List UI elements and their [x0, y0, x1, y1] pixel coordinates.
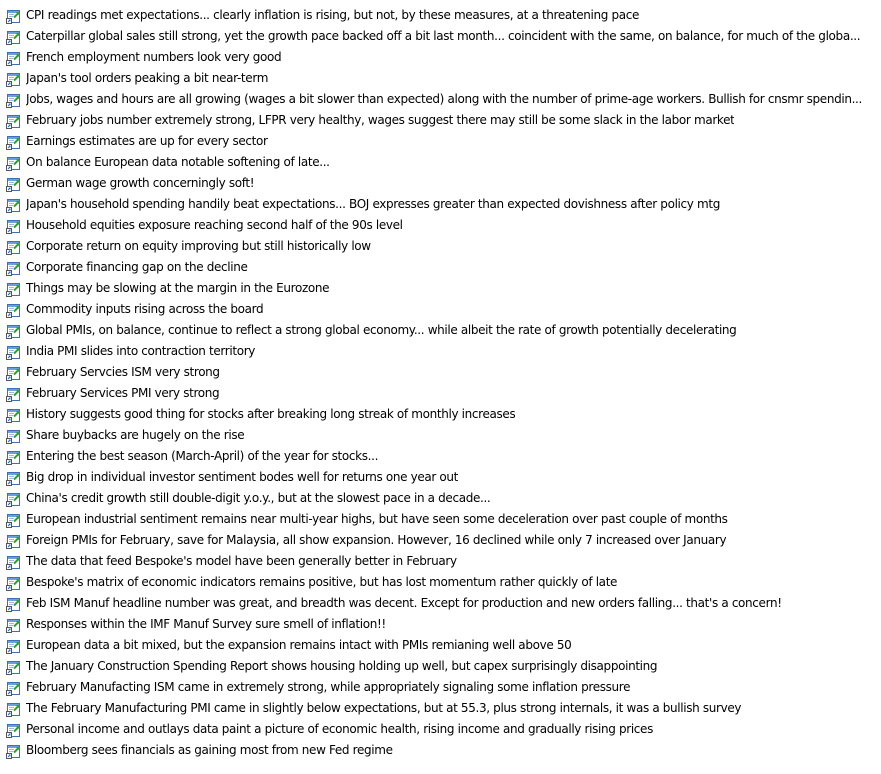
file-name-label: Things may be slowing at the margin in the Eurozone [26, 281, 330, 295]
file-list-item[interactable] [6, 257, 881, 278]
file-list-item[interactable] [6, 488, 881, 509]
file-name-label: Commodity inputs rising across the board [26, 302, 264, 316]
file-name-label: Share buybacks are hugely on the rise [26, 428, 245, 442]
file-list-item[interactable] [6, 404, 881, 425]
file-list-item[interactable] [6, 509, 881, 530]
file-name-label: Japan's household spending handily beat expectations... BOJ expresses greater than expected dovishness after policy mtg [26, 197, 720, 211]
file-name-label: Household equities exposure reaching second half of the 90s level [26, 218, 403, 232]
file-name-label: February Services PMI very strong [26, 386, 220, 400]
file-name-label: European industrial sentiment remains near multi-year highs, but have seen some deceleration over past couple of months [26, 512, 728, 526]
file-list-item[interactable] [6, 425, 881, 446]
internet-shortcut-icon [6, 197, 22, 213]
internet-shortcut-icon [6, 302, 22, 318]
file-name-label: India PMI slides into contraction territory [26, 344, 256, 358]
file-name-label: Corporate financing gap on the decline [26, 260, 248, 274]
file-name-label: Bloomberg sees financials as gaining most from new Fed regime [26, 743, 393, 757]
file-list-item[interactable] [6, 236, 881, 257]
internet-shortcut-icon [6, 428, 22, 444]
file-name-label: Japan's tool orders peaking a bit near-term [26, 71, 269, 85]
file-list-item[interactable] [6, 467, 881, 488]
file-list-item[interactable] [6, 677, 881, 698]
file-list-item[interactable] [6, 551, 881, 572]
file-list-item[interactable] [6, 278, 881, 299]
internet-shortcut-icon [6, 50, 22, 66]
file-list-item[interactable] [6, 110, 881, 131]
file-name-label: Feb ISM Manuf headline number was great, and breadth was decent. Except for production and new orders falling... that's a concern! [26, 596, 782, 610]
file-list-item[interactable] [6, 572, 881, 593]
file-list-item[interactable] [6, 68, 881, 89]
file-list-item[interactable] [6, 740, 881, 761]
file-name-label: Personal income and outlays data paint a picture of economic health, rising income and gradually rising prices [26, 722, 653, 736]
file-list-item[interactable] [6, 530, 881, 551]
internet-shortcut-icon [6, 134, 22, 150]
file-name-label: Caterpillar global sales still strong, yet the growth pace backed off a bit last month... coincident with the same, on balance, for much of the globa... [26, 29, 861, 43]
file-name-label: Corporate return on equity improving but still historically low [26, 239, 371, 253]
file-name-label: The February Manufacturing PMI came in slightly below expectations, but at 55.3, plus strong internals, it was a bullish survey [26, 701, 742, 715]
file-name-label: French employment numbers look very good [26, 50, 282, 64]
internet-shortcut-icon [6, 449, 22, 465]
file-name-label: Earnings estimates are up for every sector [26, 134, 268, 148]
file-list-item[interactable] [6, 47, 881, 68]
file-list-item[interactable] [6, 152, 881, 173]
internet-shortcut-icon [6, 176, 22, 192]
internet-shortcut-icon [6, 659, 22, 675]
internet-shortcut-icon [6, 113, 22, 129]
file-list-item[interactable] [6, 614, 881, 635]
file-name-label: European data a bit mixed, but the expansion remains intact with PMIs remianing well above 50 [26, 638, 572, 652]
file-list-item[interactable] [6, 173, 881, 194]
file-list-item[interactable] [6, 299, 881, 320]
file-list-item[interactable] [6, 698, 881, 719]
file-name-label: Global PMIs, on balance, continue to reflect a strong global economy... while albeit the rate of growth potentially decelerating [26, 323, 737, 337]
file-list-item[interactable] [6, 362, 881, 383]
internet-shortcut-icon [6, 512, 22, 528]
file-list-item[interactable] [6, 194, 881, 215]
internet-shortcut-icon [6, 386, 22, 402]
file-name-label: Jobs, wages and hours are all growing (wages a bit slower than expected) along with the number of prime-age workers. Bullish for cnsmr spendin... [26, 92, 862, 106]
internet-shortcut-icon [6, 638, 22, 654]
internet-shortcut-icon [6, 260, 22, 276]
file-list-item[interactable] [6, 593, 881, 614]
internet-shortcut-icon [6, 701, 22, 717]
file-name-label: CPI readings met expectations... clearly inflation is rising, but not, by these measures, at a threatening pace [26, 8, 640, 22]
internet-shortcut-icon [6, 470, 22, 486]
file-list-item[interactable] [6, 89, 881, 110]
file-name-label: Big drop in individual investor sentiment bodes well for returns one year out [26, 470, 459, 484]
file-list-item[interactable] [6, 719, 881, 740]
internet-shortcut-icon [6, 155, 22, 171]
internet-shortcut-icon [6, 281, 22, 297]
file-name-label: On balance European data notable softening of late... [26, 155, 330, 169]
file-name-label: February Servcies ISM very strong [26, 365, 220, 379]
file-list-item[interactable] [6, 215, 881, 236]
internet-shortcut-icon [6, 365, 22, 381]
internet-shortcut-icon [6, 323, 22, 339]
file-list-item[interactable] [6, 383, 881, 404]
file-name-label: German wage growth concerningly soft! [26, 176, 255, 190]
internet-shortcut-icon [6, 344, 22, 360]
file-name-label: Responses within the IMF Manuf Survey sure smell of inflation!! [26, 617, 386, 631]
file-name-label: Foreign PMIs for February, save for Malaysia, all show expansion. However, 16 declined while only 7 increased over January [26, 533, 727, 547]
file-name-label: The January Construction Spending Report shows housing holding up well, but capex surprisingly disappointing [26, 659, 658, 673]
internet-shortcut-icon [6, 575, 22, 591]
file-name-label: The data that feed Bespoke's model have been generally better in February [26, 554, 457, 568]
internet-shortcut-icon [6, 491, 22, 507]
internet-shortcut-icon [6, 743, 22, 759]
internet-shortcut-icon [6, 71, 22, 87]
internet-shortcut-icon [6, 554, 22, 570]
internet-shortcut-icon [6, 533, 22, 549]
file-list-item[interactable] [6, 656, 881, 677]
internet-shortcut-icon [6, 617, 22, 633]
file-name-label: February Manufacting ISM came in extremely strong, while appropriately signaling some inflation pressure [26, 680, 631, 694]
file-name-label: Entering the best season (March-April) of the year for stocks... [26, 449, 379, 463]
file-list-item[interactable] [6, 320, 881, 341]
file-name-label: China's credit growth still double-digit y.o.y., but at the slowest pace in a decade... [26, 491, 491, 505]
file-list-item[interactable] [6, 26, 881, 47]
internet-shortcut-icon [6, 680, 22, 696]
file-list-item[interactable] [6, 5, 881, 26]
file-list-item[interactable] [6, 635, 881, 656]
internet-shortcut-icon [6, 596, 22, 612]
internet-shortcut-icon [6, 407, 22, 423]
file-name-label: Bespoke's matrix of economic indicators remains positive, but has lost momentum rather quickly of late [26, 575, 618, 589]
internet-shortcut-icon [6, 92, 22, 108]
internet-shortcut-icon [6, 722, 22, 738]
file-list-item[interactable] [6, 446, 881, 467]
internet-shortcut-icon [6, 8, 22, 24]
file-list-item[interactable] [6, 131, 881, 152]
file-list-item[interactable] [6, 341, 881, 362]
file-name-label: History suggests good thing for stocks after breaking long streak of monthly increases [26, 407, 516, 421]
internet-shortcut-icon [6, 218, 22, 234]
internet-shortcut-icon [6, 239, 22, 255]
file-name-label: February jobs number extremely strong, LFPR very healthy, wages suggest there may still be some slack in the labor market [26, 113, 735, 127]
internet-shortcut-icon [6, 29, 22, 45]
